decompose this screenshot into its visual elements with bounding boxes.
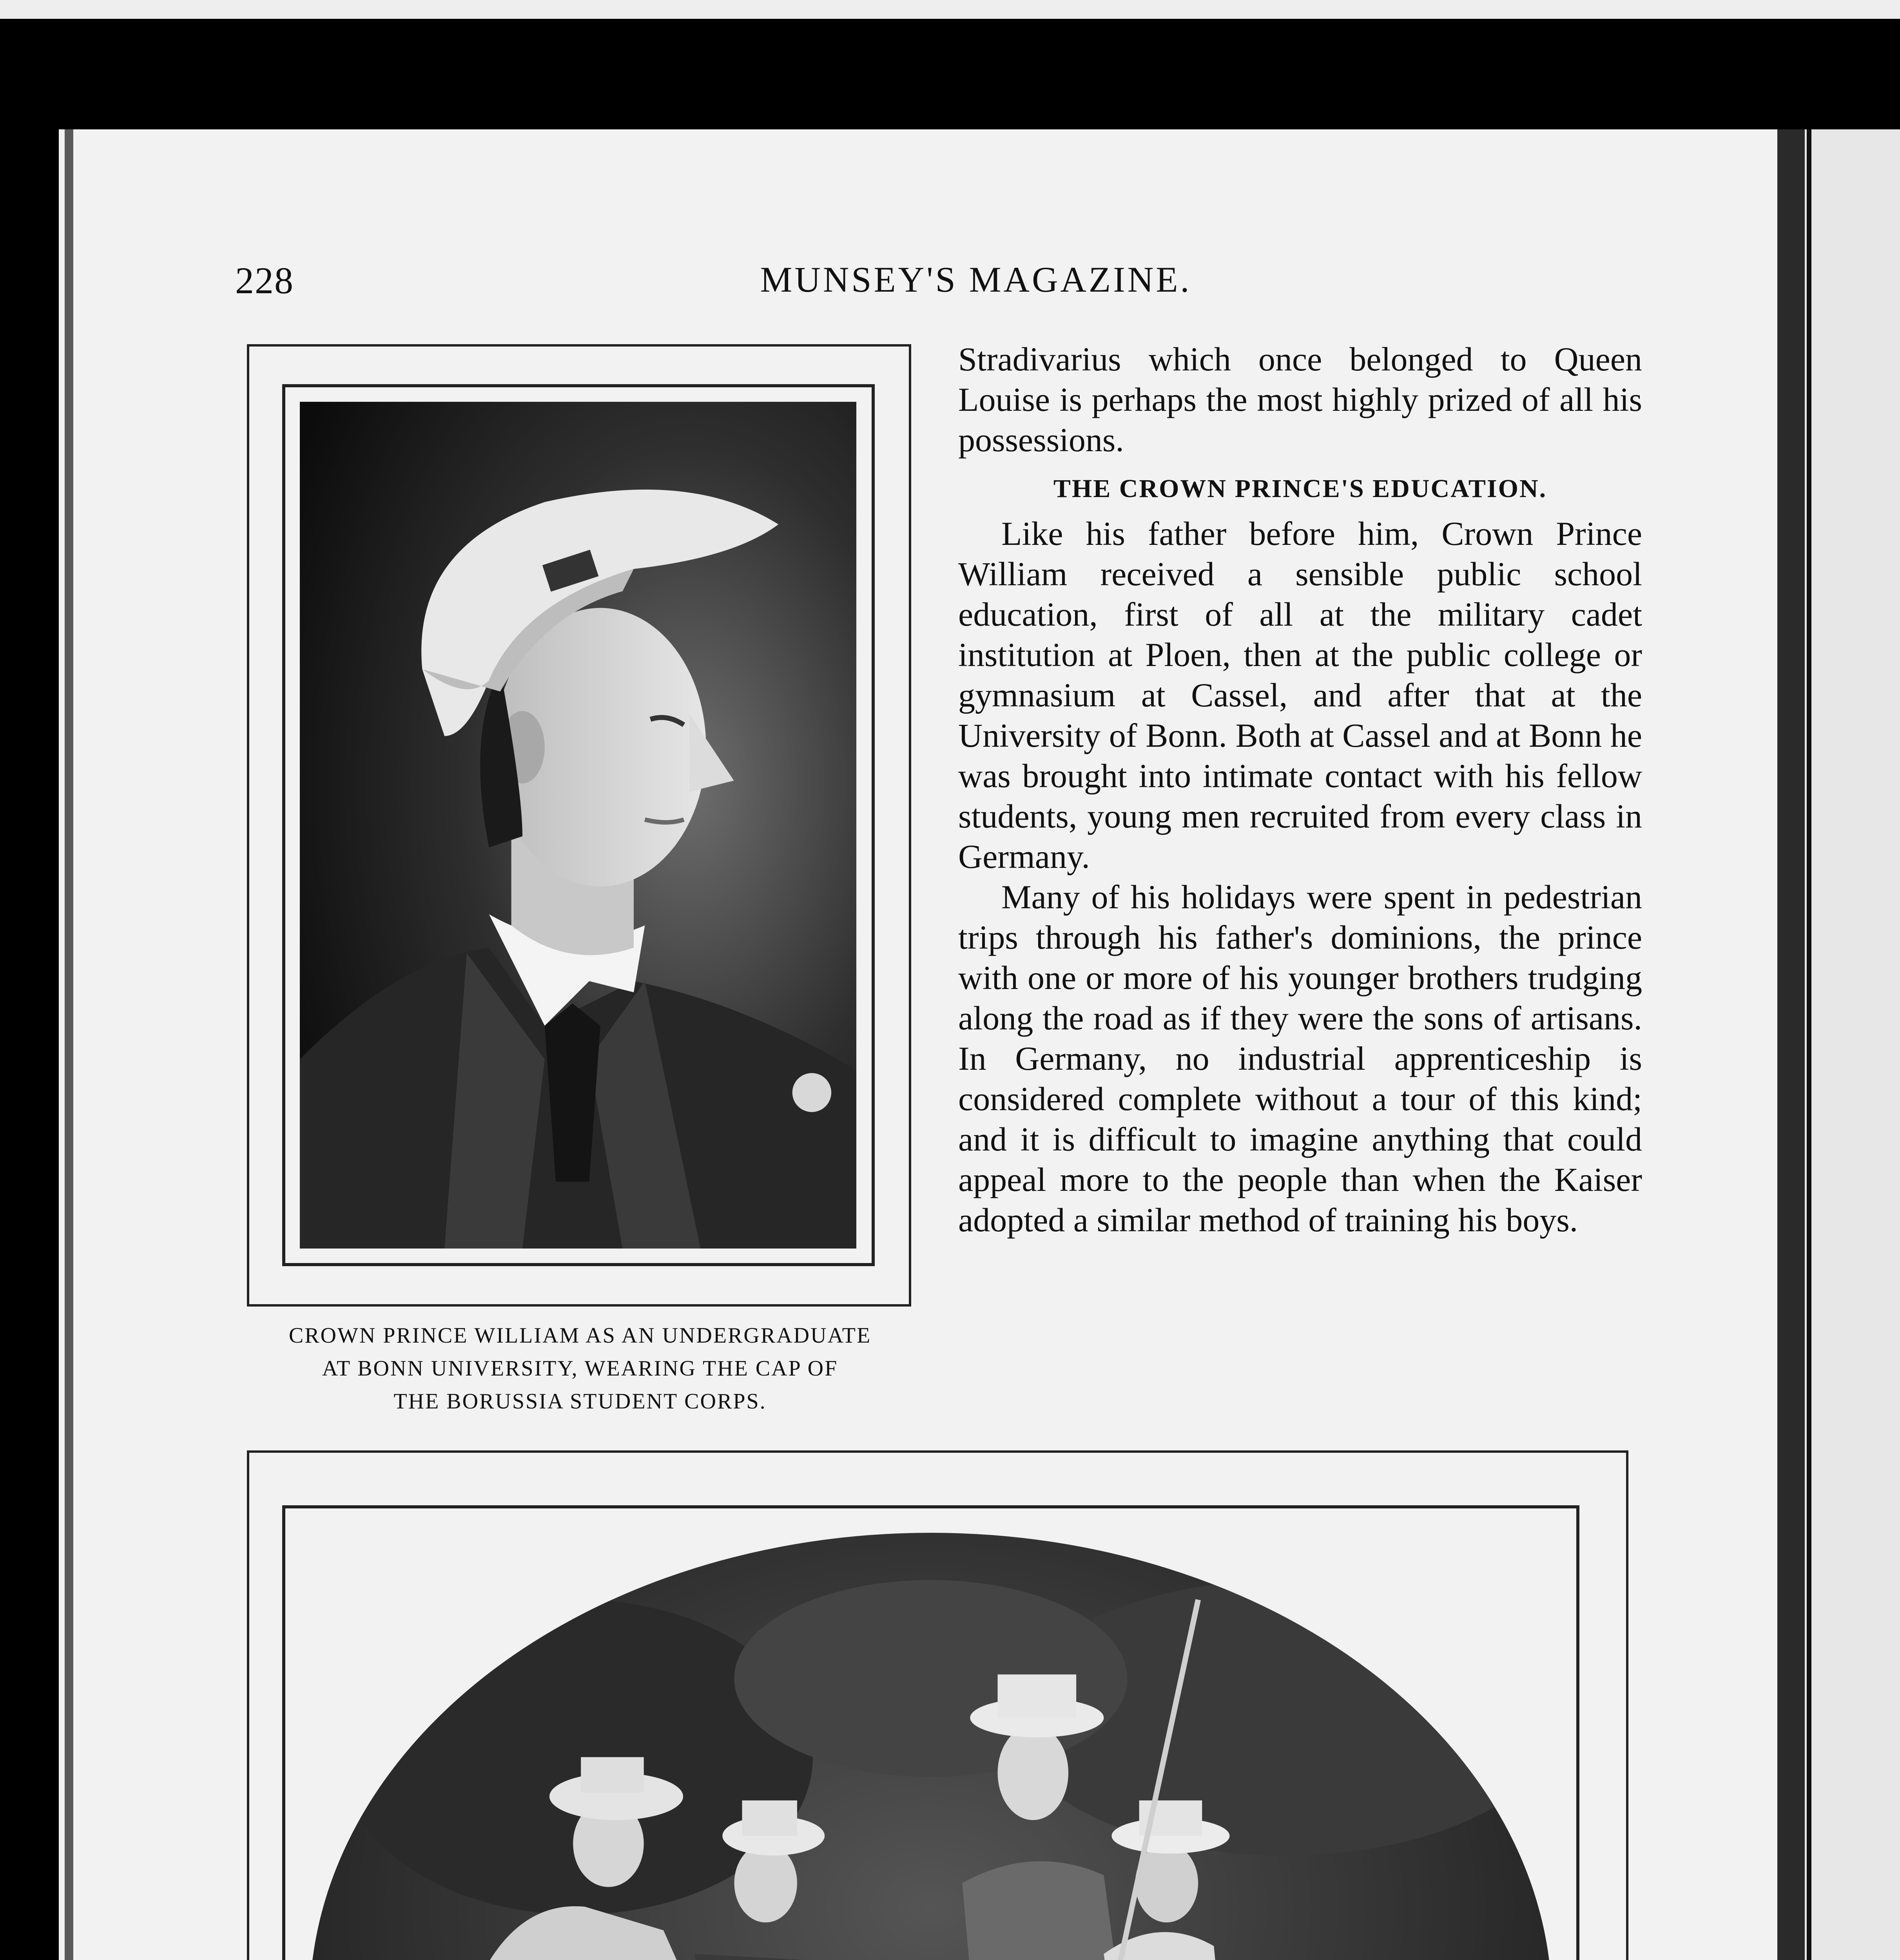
section-heading: THE CROWN PRINCE'S EDUCATION. [1053, 474, 1547, 503]
portrait-photo [300, 402, 856, 1249]
article-paragraph: Stradivarius which once belonged to Queen Louise is perhaps the most highly prized of all his possessions. [958, 340, 1642, 459]
carriage-photo [302, 1521, 1560, 1960]
page-edge-shadow [1777, 129, 1805, 1960]
adjacent-page [1805, 129, 1900, 1960]
portrait-caption [235, 1319, 925, 1418]
article-paragraph: Many of his holidays were spent in pedestrian trips through his father's dominions, the prince with one or more of his younger brothers trudging along the road as if they were the sons of artisans. In Germany, no industrial apprenticeship is considered complete without a tour of this kind; and it is difficult to imagine anything that could appeal more to the people than when the Kaiser adopted a similar method of training his boys. [958, 878, 1642, 1239]
scan-top-edge [0, 0, 1900, 19]
page-gutter-shadow [65, 129, 73, 1960]
page-number: 228 [235, 260, 294, 301]
article-paragraph: Like his father before him, Crown Prince William received a sensible public school education, first of all at the military cadet institution at Ploen, then at the public college or gymnasium at Cassel, and after that at the University of Bonn. Both at Cassel and at Bonn he was brought into intimate contact with his fellow students, young men recruited from every class in Germany. [958, 515, 1642, 875]
article-column [958, 339, 1642, 1240]
caption-line: THE BORUSSIA STUDENT CORPS. [393, 1389, 767, 1414]
adjacent-page-edge [1807, 129, 1811, 1960]
running-head: MUNSEY'S MAGAZINE. [760, 260, 1192, 299]
caption-line: AT BONN UNIVERSITY, WEARING THE CAP OF [322, 1356, 838, 1381]
caption-line: CROWN PRINCE WILLIAM AS AN UNDERGRADUATE [288, 1323, 872, 1348]
